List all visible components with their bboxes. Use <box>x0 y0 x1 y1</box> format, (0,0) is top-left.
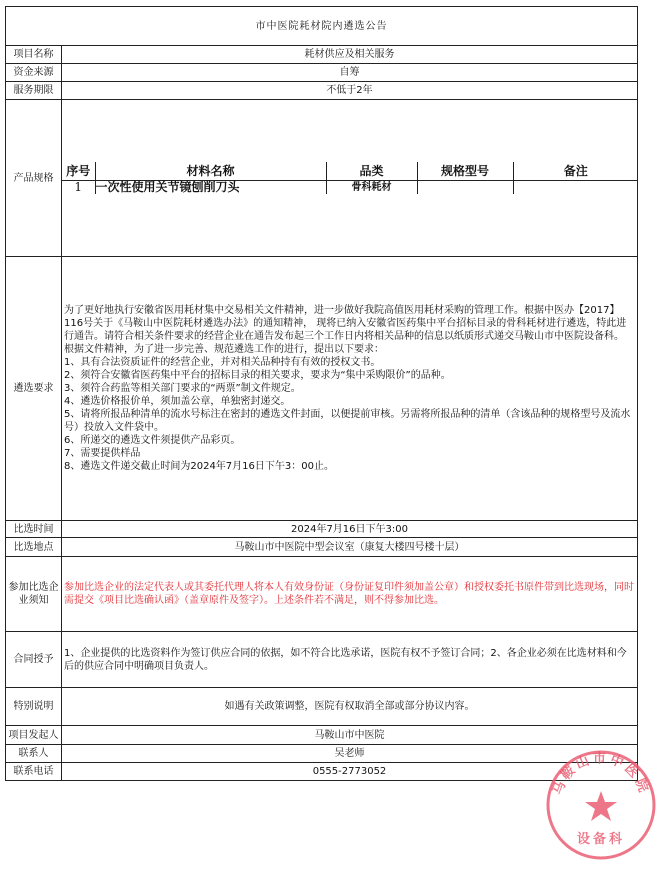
label-initiator: 项目发起人 <box>6 726 62 745</box>
requirement-paragraph: 根据文件精神，为了进一步完善、规范遴选工作的进行，提出以下要求： <box>64 344 384 355</box>
requirement-paragraph: 3、须符合药监等相关部门要求的“两票”制文件规定。 <box>64 383 301 394</box>
row-contract-award <box>6 632 638 688</box>
announcement-document <box>5 6 637 781</box>
label-selection-time: 比选时间 <box>6 521 62 538</box>
requirement-paragraph: 2、须符合安徽省医药集中平台的招标目录的相关要求，要求为“集中采购限价”的品种。 <box>64 370 451 381</box>
value-contract-award: 1、企业提供的比选资料作为签订供应合同的依据，如不符合比选承诺，医院有权不予签订合同；2、各企业必须在比选材料和今后的供应合同中明确项目负责人。 <box>62 632 638 688</box>
label-project-name: 项目名称 <box>6 46 62 64</box>
header-material-name: 材料名称 <box>95 162 326 181</box>
announcement-table <box>5 6 638 781</box>
value-initiator: 马鞍山市中医院 <box>62 726 638 745</box>
requirement-paragraph: 4、遴选价格报价单，须加盖公章，单独密封递交。 <box>64 396 291 407</box>
row-project-name <box>6 46 638 64</box>
seal-top-text: 马鞍山市中医院 <box>550 751 652 798</box>
row-special-note <box>6 688 638 726</box>
value-selection-time: 2024年7月16日下午3:00 <box>62 521 638 538</box>
product-header-row <box>62 162 638 181</box>
value-service-period: 不低于2年 <box>62 82 638 100</box>
label-product-spec: 产品规格 <box>6 100 62 257</box>
product-spec <box>417 181 513 195</box>
value-special-note: 如遇有关政策调整，医院有权取消全部或部分协议内容。 <box>62 688 638 726</box>
row-contact-phone <box>6 763 638 781</box>
row-participant-notice <box>6 557 638 632</box>
label-service-period: 服务期限 <box>6 82 62 100</box>
label-selection-place: 比选地点 <box>6 538 62 557</box>
row-fund-source <box>6 64 638 82</box>
product-row <box>62 181 638 195</box>
product-spec-cell <box>62 100 638 257</box>
seal-bottom-text: 设备科 <box>576 832 626 847</box>
product-category: 骨科耗材 <box>326 181 417 195</box>
requirement-paragraph: 6、所递交的遴选文件须提供产品彩页。 <box>64 435 241 446</box>
label-fund-source: 资金来源 <box>6 64 62 82</box>
header-index: 序号 <box>62 162 95 181</box>
seal-star-icon <box>585 791 617 821</box>
requirement-paragraph: 8、遴选文件递交截止时间为2024年7月16日下午3：00止。 <box>64 461 334 472</box>
requirement-paragraph: 1、具有合法资质证件的经营企业，并对相关品种持有有效的授权文书。 <box>64 357 381 368</box>
label-contact-phone: 联系电话 <box>6 763 62 781</box>
row-selection-place <box>6 538 638 557</box>
product-remark <box>513 181 638 195</box>
label-requirements: 遴选要求 <box>6 257 62 521</box>
value-project-name: 耗材供应及相关服务 <box>62 46 638 64</box>
product-name: 一次性使用关节镜刨削刀头 <box>95 181 326 195</box>
label-contract-award: 合同授予 <box>6 632 62 688</box>
requirement-paragraph: 7、需要提供样品 <box>64 448 141 459</box>
document-title: 市中医院耗材院内遴选公告 <box>6 7 638 46</box>
svg-text:马鞍山市中医院 <box>550 751 653 798</box>
label-participant-notice: 参加比选企业须知 <box>6 557 62 632</box>
label-special-note: 特别说明 <box>6 688 62 726</box>
value-participant-notice: 参加比选企业的法定代表人或其委托代理人将本人有效身份证（身份证复印件须加盖公章）和授权委托书原件带到比选现场，同时需提交《项目比选确认函》（盖章原件及签字）。上述条件若不满足，则不得参加比选。 <box>62 557 638 632</box>
row-service-period <box>6 82 638 100</box>
value-fund-source: 自筹 <box>62 64 638 82</box>
requirement-paragraph: 为了更好地执行安徽省医用耗材集中交易相关文件精神，进一步做好我院高值医用耗材采购的管理工作。根据中医办【2017】116号关于《马鞍山中医院耗材遴选办法》的通知精神， 现将已纳入安徽省医药集中平台招标目录的骨科耗材进行遴选，特此进行通告。请符合相关条件要求的经营企业在通告发布起三个工作日内将相关品种的信息以纸质形式递交马鞍山市中医院设备科。 <box>64 305 627 342</box>
requirements-text <box>62 257 638 521</box>
value-contact-person: 吴老师 <box>62 745 638 763</box>
official-seal <box>545 749 657 861</box>
label-contact-person: 联系人 <box>6 745 62 763</box>
header-spec: 规格型号 <box>417 162 513 181</box>
row-initiator <box>6 726 638 745</box>
row-selection-time <box>6 521 638 538</box>
requirement-paragraph: 5、请将所报品种清单的流水号标注在密封的遴选文件封面，以便提前审核。另需将所报品种的清单（含该品种的规格型号及流水号）投放入文件袋中。 <box>64 409 631 433</box>
row-requirements <box>6 257 638 521</box>
row-product-spec <box>6 100 638 257</box>
header-remark: 备注 <box>513 162 638 181</box>
value-contact-phone: 0555-2773052 <box>62 763 638 781</box>
row-contact-person <box>6 745 638 763</box>
product-index: 1 <box>62 181 95 195</box>
header-category: 品类 <box>326 162 417 181</box>
value-selection-place: 马鞍山市中医院中型会议室（康复大楼四号楼十层） <box>62 538 638 557</box>
product-table <box>62 162 638 194</box>
